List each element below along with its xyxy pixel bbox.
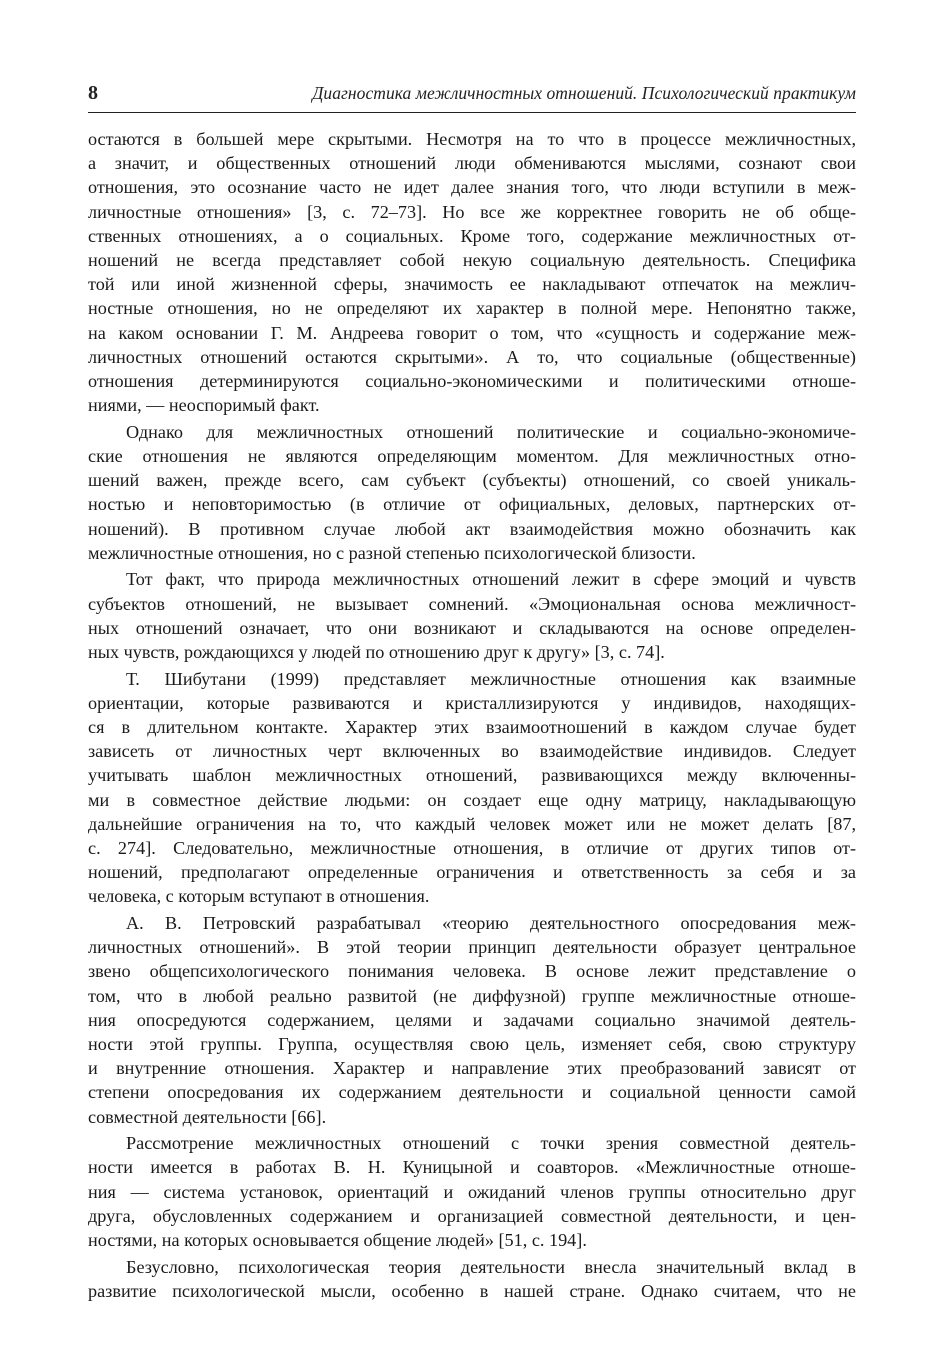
running-head [88,82,856,113]
text-line: Безусловно, психологическая теория деятельности внесла значительный вклад в [126,1256,856,1277]
text-line: Однако для межличностных отношений политические и социально-экономиче- [126,421,856,442]
text-line: личностных отношений». В этой теории принцип деятельности образует центральное [88,937,856,958]
text-line: ностью и неповторимостью (в отличие от официальных, деловых, партнерских от- [88,494,856,515]
text-line: Т. Шибутани (1999) представляет межличностные отношения как взаимные [126,668,856,689]
text-line: ся в длительном контакте. Характер этих взаимоотношений в каждом случае будет [88,717,856,737]
text-line: личностные отношения» [3, с. 72–73]. Но все же корректнее говорить не об обще- [88,201,856,222]
text-line: А. В. Петровский разрабатывал «теорию деятельностного опосредования меж- [126,913,856,933]
text-line: зависеть от личностных черт включенных во взаимодействие индивидов. Следует [88,741,856,762]
text-line: ориентации, которые развиваются и кристаллизируются у индивидов, находящих- [88,692,856,713]
text-line: ношений). В противном случае любой акт взаимодействия можно обозначить как [88,518,856,539]
book-page [88,82,856,1303]
page-number: 8 [88,82,98,104]
text-line: межличностные отношения, но с разной степенью психологической близости. [88,542,696,563]
text-line: Тот факт, что природа межличностных отношений лежит в сфере эмоций и чувств [126,569,856,590]
text-line: с. 274]. Следовательно, межличностные отношения, в отличие от других типов от- [88,837,856,858]
text-line: учитывать шаблон межличностных отношений, развивающихся между включенны- [88,765,856,786]
text-line: на каком основании Г. М. Андреева говорит о том, что «сущность и содержание меж- [88,322,856,343]
text-line: звено общепсихологического понимания человека. В основе лежит представление о [88,961,856,982]
text-line: ниями, — неоспоримый факт. [88,395,320,416]
text-line: и внутренние отношения. Характер и направление этих преобразований зависят от [88,1058,856,1079]
text-line: субъектов отношений, не вызывает сомнений. «Эмоциональная основа межличност- [88,593,856,614]
text-line: личностных отношений остаются скрытыми». А то, что социальные (общественные) [88,346,856,367]
text-line: ностные отношения, но не определяют их характер в полной мере. Непонятно также, [88,298,856,319]
text-line: друга, обусловленных содержанием и организацией совместной деятельности, и цен- [88,1205,856,1226]
text-line: ностями, на которых основывается общение людей» [51, с. 194]. [88,1229,587,1250]
paragraph [88,1131,856,1252]
text-line: ственных отношениях, а о социальных. Кроме того, содержание межличностных от- [88,225,856,246]
text-line: человека, с которым вступают в отношения. [88,886,430,907]
paragraph [88,567,856,664]
text-line: ния — система установок, ориентаций и ожиданий членов группы относительно друг [88,1181,856,1202]
text-line: той или иной жизненной сферы, значимость ее накладывают отпечаток на межлич- [88,274,856,295]
text-line: остаются в большей мере скрытыми. Несмотря на то что в процессе межличностных, [88,129,856,149]
body-text [88,127,856,1303]
paragraph [88,667,856,909]
text-line: ности этой группы. Группа, осуществляя свою цель, изменяет себя, свою структуру [88,1033,856,1054]
text-line: ми в совместное действие людьми: он создает еще одну матрицу, накладывающую [88,789,856,810]
text-line: ния опосредуются содержанием, целями и задачами социально значимой деятель- [88,1009,856,1030]
text-line: том, что в любой реально развитой (не диффузной) группе межличностные отноше- [88,985,856,1006]
text-line: ские отношения не являются определяющим моментом. Для межличностных отно- [88,445,856,466]
text-line: развитие психологической мысли, особенно в нашей стране. Однако считаем, что не [88,1280,856,1301]
paragraph [88,127,856,417]
text-line: ношений не всегда представляет собой некую социальную деятельность. Специфика [88,249,856,270]
text-line: ношений, предполагают определенные ограничения и ответственность за себя и за [88,862,856,883]
text-line: дальнейшие ограничения на то, что каждый человек может или не может делать [87, [88,813,856,834]
text-line: совместной деятельности [66]. [88,1106,327,1127]
paragraph [88,911,856,1129]
text-line: Рассмотрение межличностных отношений с точки зрения совместной деятель- [126,1133,856,1154]
text-line: отношения детерминируются социально-экономическими и политическими отноше- [88,370,856,391]
running-title: Диагностика межличностных отношений. Психологический практикум [312,83,856,103]
text-line: степени опосредования их содержанием деятельности и социальной ценности самой [88,1082,856,1103]
text-line: отношения, это осознание часто не идет далее знания того, что люди вступили в меж- [88,177,856,198]
text-line: ности имеется в работах В. Н. Куницыной и соавторов. «Межличностные отноше- [88,1157,856,1178]
text-line: ных отношений означает, что они возникают и складываются на основе определен- [88,617,856,638]
text-line: ных чувств, рождающихся у людей по отношению друг к другу» [3, с. 74]. [88,641,665,662]
paragraph [88,420,856,565]
text-line: а значит, и общественных отношений люди обмениваются мыслями, сознают свои [88,153,856,174]
text-line: шений важен, прежде всего, сам субъект (субъекты) отношений, со своей уникаль- [88,470,856,491]
paragraph [88,1255,856,1303]
